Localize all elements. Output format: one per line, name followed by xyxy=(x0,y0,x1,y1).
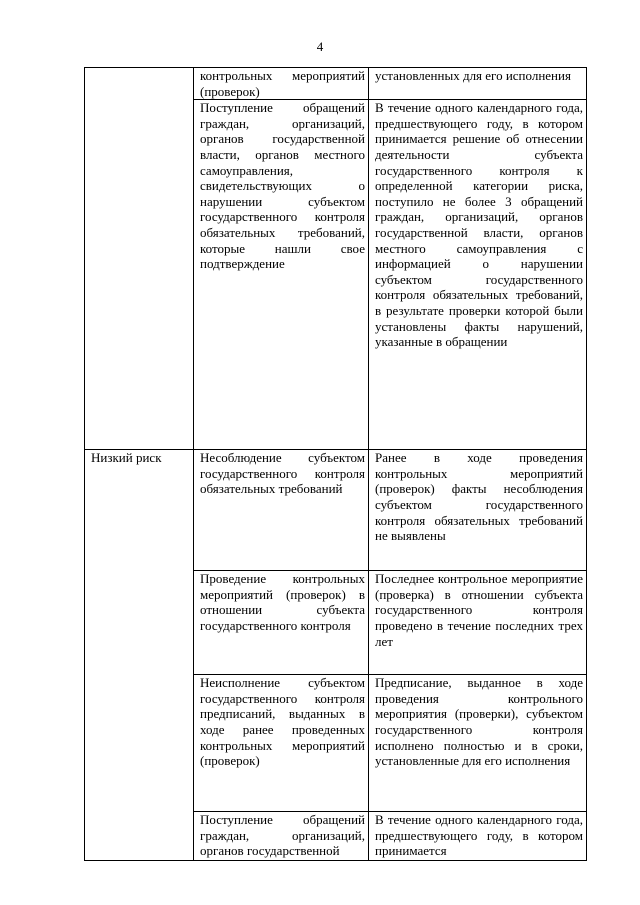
table-row xyxy=(85,450,587,571)
criterion-cell: контрольных мероприятий (проверок) xyxy=(194,68,369,100)
risk-category-cell xyxy=(85,68,194,450)
condition-cell: В течение одного календарного года, предшествующего году, в котором принимается xyxy=(369,812,587,861)
criterion-cell: Несоблюдение субъектом государственного контроля обязательных требований xyxy=(194,450,369,571)
condition-cell: Предписание, выданное в ходе проведения контрольного мероприятия (проверки), субъектом государственного контроля исполнено полностью и в сроки, установленные для его исполнения xyxy=(369,675,587,812)
table-row xyxy=(85,68,587,100)
risk-category-cell: Низкий риск xyxy=(85,450,194,861)
condition-cell: установленных для его исполнения xyxy=(369,68,587,100)
criterion-cell: Неисполнение субъектом государственного контроля предписаний, выданных в ходе ранее проведенных контрольных мероприятий (проверок) xyxy=(194,675,369,812)
risk-criteria-table xyxy=(84,67,587,861)
criterion-cell: Поступление обращений граждан, организаций, органов государственной власти, органов местного самоуправления, свидетельствующих о нарушении субъектом государственного контроля обязательных требований, которые нашли свое подтверждение xyxy=(194,100,369,450)
condition-cell: Ранее в ходе проведения контрольных мероприятий (проверок) факты несоблюдения субъектом государственного контроля обязательных требований не выявлены xyxy=(369,450,587,571)
page-number: 4 xyxy=(316,39,324,54)
criterion-cell: Проведение контрольных мероприятий (проверок) в отношении субъекта государственного контроля xyxy=(194,571,369,675)
criterion-cell: Поступление обращений граждан, организаций, органов государственной xyxy=(194,812,369,861)
condition-cell: В течение одного календарного года, предшествующего году, в котором принимается решение об отнесении деятельности субъекта государственного контроля к определенной категории риска, поступило не более 3 обращений граждан, организаций, органов государственной власти, органов местного самоуправления с информацией о нарушении субъектом государственного контроля обязательных требований, в результате проверки которой были установлены факты нарушений, указанные в обращении xyxy=(369,100,587,450)
condition-cell: Последнее контрольное мероприятие (проверка) в отношении субъекта государственного контроля проведено в течение последних трех лет xyxy=(369,571,587,675)
